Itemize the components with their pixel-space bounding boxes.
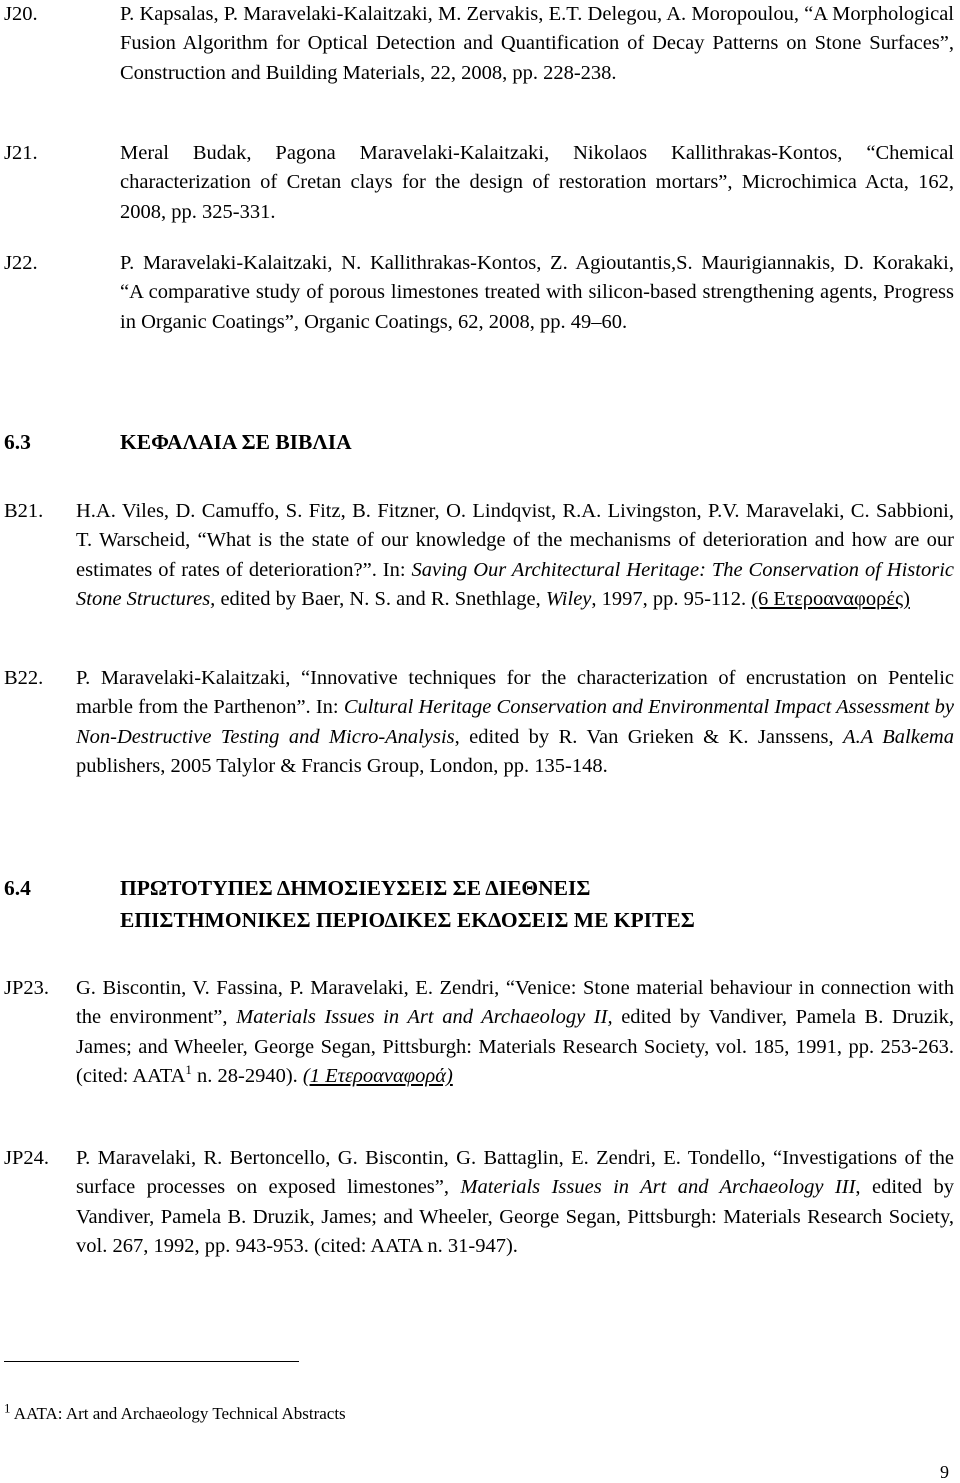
book-title: Saving Our Architectural Heritage: The Conservation of Historic Stone Structures, <box>76 558 955 610</box>
reference-number: J21. <box>4 142 38 164</box>
reference-text-part: G. Biscontin, V. Fassina, P. Maravelaki, E. Zendri, “Venice: Stone material behaviour in connection with the environment”, <box>76 977 954 1029</box>
reference-number: B21. <box>4 500 44 522</box>
section-number: 6.3 <box>4 430 31 454</box>
reference-text: P. Maravelaki-Kalaitzaki, N. Kallithrakas-Kontos, Z. Agioutantis,S. Maurigiannakis, D. Korakaki, “A comparative study of porous limestones treated with silicon-based strengthening agents, Progress in Organic Coatings”, Organic Coatings, 62, 2008, pp. 49–60. <box>120 252 954 333</box>
section-number: 6.4 <box>4 876 31 900</box>
footnote-text: AATA: Art and Archaeology Technical Abstracts <box>10 1404 346 1423</box>
section-title-line2: ΕΠΙΣΤΗΜΟΝΙΚΕΣ ΠΕΡΙΟΔΙΚΕΣ ΕΚΔΟΣΕΙΣ ΜΕ ΚΡΙΤΕΣ <box>120 908 695 932</box>
book-title: Cultural Heritage Conservation and Environmental Impact Assessment by Non-Destructive Testing and Micro-Analysis <box>76 696 954 748</box>
reference-text-part: edited by Vandiver, Pamela B. Druzik, James; and Wheeler, George Segan, Pittsburgh: Materials Research Society, vol. 185, 1991, pp. 253-263. (cited: AATA <box>76 1006 954 1087</box>
book-title: Materials Issues in Art and Archaeology II, <box>236 1006 613 1029</box>
reference-text: P. Kapsalas, P. Maravelaki-Kalaitzaki, M. Zervakis, E.T. Delegou, A. Moropoulou, “A Morphological Fusion Algorithm for Optical Detection and Quantification of Decay Patterns on Stone Surfaces”, Construction and Building Materials, 22, 2008, pp. 228-238. <box>120 3 954 84</box>
footnote-mark: 1 <box>4 1400 11 1416</box>
reference-text-part: P. Maravelaki, R. Bertoncello, G. Biscontin, G. Battaglin, E. Zendri, E. Tondello, “Investigations of the surface processes on exposed limestones”, <box>76 1147 954 1199</box>
reference-number: J20. <box>4 3 38 25</box>
citation-count: (1 Ετεροαναφορά) <box>302 1064 453 1087</box>
footnote <box>4 1400 346 1424</box>
reference-text <box>76 974 954 1091</box>
reference-text: Meral Budak, Pagona Maravelaki-Kalaitzaki, Nikolaos Kallithrakas-Kontos, “Chemical characterization of Cretan clays for the design of restoration mortars”, Microchimica Acta, 162, 2008, pp. 325-331. <box>120 142 954 223</box>
reference-text-part: P. Maravelaki-Kalaitzaki, “Innovative techniques for the characterization of encrustation on Pentelic marble from the Parthenon”. In: <box>76 667 954 719</box>
reference-text-part: n. 28-2940). <box>191 1064 303 1087</box>
reference-text <box>76 1144 954 1261</box>
reference-number: JP24. <box>4 1147 50 1169</box>
page-number: 9 <box>940 1462 949 1482</box>
section-title: ΚΕΦΑΛΑΙΑ ΣΕ ΒΙΒΛΙΑ <box>120 430 352 454</box>
book-title: Materials Issues in Art and Archaeology III <box>460 1176 856 1199</box>
reference-text <box>76 497 954 614</box>
reference-text-part: , edited by Vandiver, Pamela B. Druzik, James; and Wheeler, George Segan, Pittsburgh: Materials Research Society, vol. 267, 1992, pp. 943-953. (cited: AATA n. 31-947). <box>76 1176 954 1257</box>
citation-count: (6 Ετεροαναφορές) <box>751 587 910 610</box>
section-title-line1: ΠΡΩΤΟΤΥΠΕΣ ΔΗΜΟΣΙΕΥΣΕΙΣ ΣΕ ΔΙΕΘΝΕΙΣ <box>120 876 591 900</box>
reference-text-part: edited by Baer, N. S. and R. Snethlage, <box>215 587 546 610</box>
publisher-name: Wiley <box>545 587 592 610</box>
footnote-mark: 1 <box>185 1062 192 1078</box>
reference-number: JP23. <box>4 977 50 999</box>
reference-text <box>76 664 954 781</box>
reference-number: B22. <box>4 667 44 689</box>
reference-text-part: H.A. Viles, D. Camuffo, S. Fitz, B. Fitzner, O. Lindqvist, R.A. Livingston, P.V. Maravelaki, C. Sabbioni, T. Warscheid, “What is the state of our knowledge of the mechanisms of deterioration and how are our estimates of rates of deterioration?”. In: <box>76 500 954 581</box>
reference-text-part: , 1997, pp. 95-112. <box>591 587 752 610</box>
publisher-name: A.A Balkema <box>843 725 954 748</box>
reference-text-part: , edited by R. Van Grieken & K. Janssens, <box>454 725 844 748</box>
footnote-divider <box>4 1361 299 1362</box>
reference-text-part: publishers, 2005 Talylor & Francis Group, London, pp. 135-148. <box>76 754 608 777</box>
reference-number: J22. <box>4 252 38 274</box>
